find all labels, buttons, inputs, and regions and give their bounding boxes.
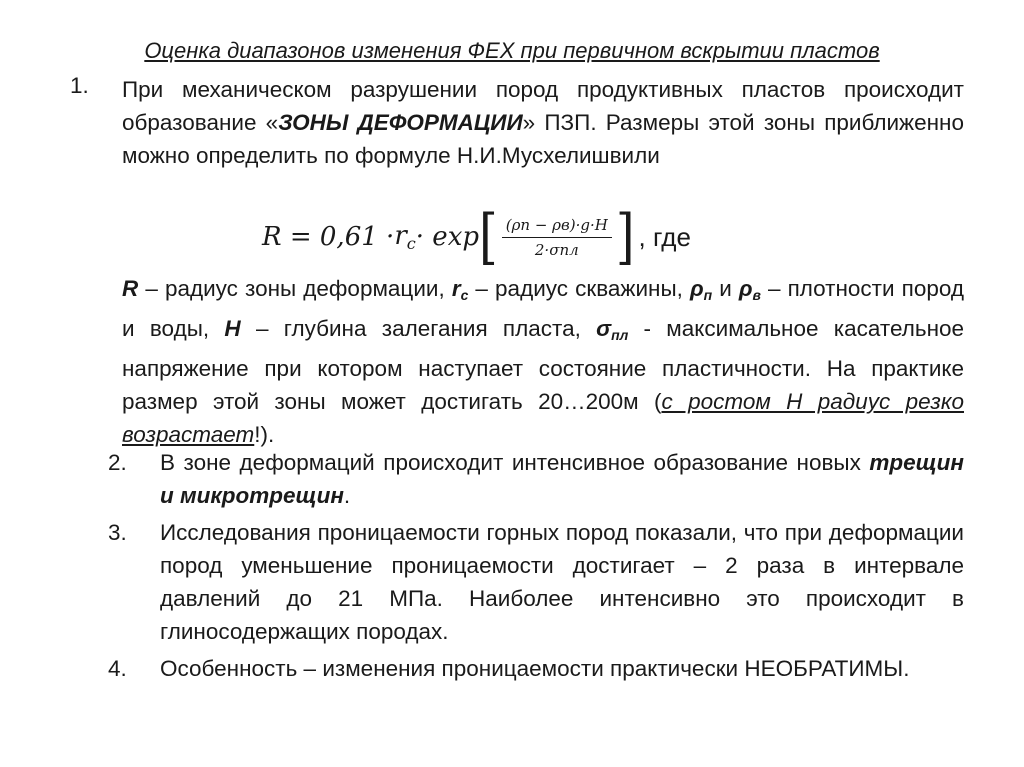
list-item xyxy=(108,652,964,685)
numbered-list xyxy=(108,446,964,689)
left-bracket: [ xyxy=(479,202,498,272)
list-item-number: 2. xyxy=(108,450,127,475)
symbol-H: H xyxy=(224,316,241,342)
right-bracket: ] xyxy=(615,202,635,272)
explanation-text: - максимальное касательное напряжение при котором наступает состояние пластичности. На практике размер этой зоны может достигать 20…200м ( xyxy=(122,316,965,415)
slide-title: Оценка диапазонов изменения ФЕХ при первичном вскрытии пластов xyxy=(144,38,880,63)
explanation-text: !). xyxy=(254,422,275,448)
list-item xyxy=(108,516,964,648)
fraction xyxy=(502,216,612,259)
symbol-R: R xyxy=(122,276,139,301)
list-item-text: Особенность – изменения проницаемости практически НЕОБРАТИМЫ. xyxy=(160,656,910,681)
explanation-text: – радиус зоны деформации, xyxy=(138,276,452,301)
formula-explanation xyxy=(122,272,964,451)
fraction-denominator: 2·σпл xyxy=(534,240,579,259)
formula-exp: · exp xyxy=(415,222,480,252)
list-item-1-text xyxy=(122,73,964,172)
item-text: » ПЗП. Размеры этой зоны приближенно можно определить по формуле Н.И.Мусхелишвили xyxy=(122,110,964,168)
symbol-rho-p: $\rho_п$ xyxy=(689,276,713,304)
item-text: При механическом разрушении пород продуктивных пластов происходит образование « xyxy=(122,77,964,135)
list-item-number: 4. xyxy=(108,656,127,681)
explanation-text: – плотности пород и воды, xyxy=(122,276,965,342)
explanation-text: – глубина залегания пласта, xyxy=(240,316,597,342)
underlined-note: с ростом H радиус резко возрастает xyxy=(122,389,964,448)
list-item-text: В зоне деформаций происходит интенсивное образование новых трещин и микротрещин. xyxy=(160,450,964,508)
list-item xyxy=(108,446,964,512)
explanation-text: – радиус скважины, xyxy=(468,276,690,301)
list-item-number: 1. xyxy=(70,73,89,98)
explanation-text: и xyxy=(712,276,739,301)
symbol-rho-v: $\rho_в$ xyxy=(738,276,761,304)
emphasis-text: ЗОНЫ ДЕФОРМАЦИИ xyxy=(278,110,523,135)
fraction-numerator: (ρп − ρв)·g·H xyxy=(502,216,612,238)
formula xyxy=(262,203,782,271)
list-item-text: Исследования проницаемости горных пород показали, что при деформации пород уменьшение проницаемости достигает – 2 раза в интервале давлений до 21 МПа. Наиболее интенсивно это происходит в глиносодержащих породах. xyxy=(160,520,964,644)
list-item-number: 3. xyxy=(108,520,127,545)
symbol-sigma: $\sigma_{пл}$ xyxy=(596,316,629,344)
formula-rc: $r_c$ xyxy=(394,221,416,253)
formula-lhs: R = 0,61 · xyxy=(262,222,395,252)
formula-suffix: , где xyxy=(638,221,691,252)
symbol-rc: $r_c$ xyxy=(451,276,469,304)
